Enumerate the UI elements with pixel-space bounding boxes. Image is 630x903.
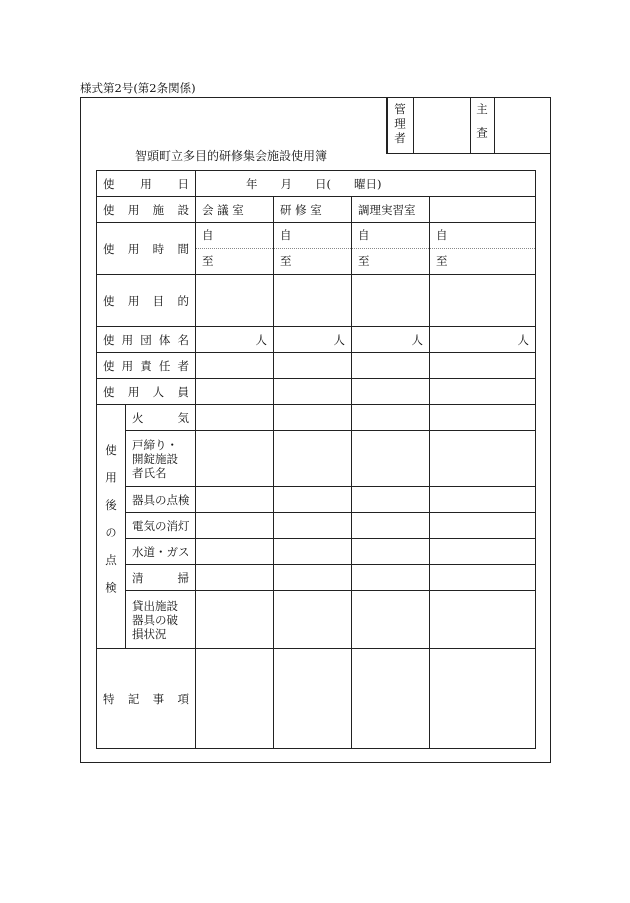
check-cell[interactable] <box>196 591 274 649</box>
check-cell[interactable] <box>274 591 352 649</box>
time-cell-1[interactable] <box>196 223 274 275</box>
time-to-label: 至 <box>436 254 448 268</box>
check-cell[interactable] <box>352 513 430 539</box>
check-cell[interactable] <box>274 405 352 431</box>
purpose-cell[interactable] <box>274 275 352 327</box>
group-label: 使用団体名 <box>97 327 196 353</box>
time-to-label: 至 <box>358 254 370 268</box>
group-count-cell[interactable]: 人 <box>196 327 274 353</box>
form-number-label: 様式第2号(第2条関係) <box>80 81 196 95</box>
check-cell[interactable] <box>430 431 536 487</box>
check-cell[interactable] <box>196 405 274 431</box>
check-cell[interactable] <box>352 591 430 649</box>
check-cell[interactable] <box>352 487 430 513</box>
check-cell[interactable] <box>196 539 274 565</box>
approval-stamp-box <box>386 97 551 154</box>
check-item-equipment: 器具の点検 <box>126 487 196 513</box>
facility-cooking-room[interactable]: 調理実習室 <box>352 197 430 223</box>
remarks-label: 特記事項 <box>97 649 196 749</box>
document-title: 智頭町立多目的研修集会施設使用簿 <box>135 149 328 163</box>
responsible-cell[interactable] <box>352 353 430 379</box>
remarks-cell[interactable] <box>196 649 274 749</box>
people-cell[interactable] <box>274 379 352 405</box>
check-cell[interactable] <box>196 431 274 487</box>
check-item-water-gas: 水道・ガス <box>126 539 196 565</box>
responsible-cell[interactable] <box>430 353 536 379</box>
purpose-cell[interactable] <box>430 275 536 327</box>
remarks-cell[interactable] <box>430 649 536 749</box>
time-label: 使用時間 <box>97 223 196 275</box>
check-item-lock: 戸締り・開錠施設者氏名 <box>126 431 196 487</box>
purpose-cell[interactable] <box>196 275 274 327</box>
facility-label: 使用施設 <box>97 197 196 223</box>
people-label: 使用人員 <box>97 379 196 405</box>
facility-meeting-room[interactable]: 会 議 室 <box>196 197 274 223</box>
check-cell[interactable] <box>274 431 352 487</box>
responsible-label: 使用責任者 <box>97 353 196 379</box>
time-cell-2[interactable] <box>274 223 352 275</box>
time-from-label: 自 <box>352 223 429 249</box>
check-cell[interactable] <box>196 487 274 513</box>
purpose-cell[interactable] <box>352 275 430 327</box>
time-from-label: 自 <box>196 223 273 249</box>
time-to-label: 至 <box>202 254 214 268</box>
date-label: 使用日 <box>97 171 196 197</box>
check-cell[interactable] <box>196 565 274 591</box>
time-cell-4[interactable] <box>430 223 536 275</box>
check-item-cleaning: 清掃 <box>126 565 196 591</box>
facility-other[interactable] <box>430 197 536 223</box>
purpose-label: 使用目的 <box>97 275 196 327</box>
check-cell[interactable] <box>430 405 536 431</box>
check-cell[interactable] <box>430 539 536 565</box>
check-section-label: 使用後の点検 <box>97 405 126 649</box>
people-cell[interactable] <box>196 379 274 405</box>
group-count-cell[interactable]: 人 <box>274 327 352 353</box>
approval-manager-label: 管理者 <box>393 103 407 147</box>
approval-manager-stamp[interactable] <box>413 97 470 153</box>
approval-chief-stamp[interactable] <box>494 97 550 153</box>
remarks-cell[interactable] <box>352 649 430 749</box>
check-cell[interactable] <box>352 405 430 431</box>
check-cell[interactable] <box>430 565 536 591</box>
people-cell[interactable] <box>430 379 536 405</box>
time-to-label: 至 <box>280 254 292 268</box>
remarks-cell[interactable] <box>274 649 352 749</box>
check-cell[interactable] <box>274 487 352 513</box>
responsible-cell[interactable] <box>196 353 274 379</box>
check-item-lights: 電気の消灯 <box>126 513 196 539</box>
check-cell[interactable] <box>196 513 274 539</box>
time-from-label: 自 <box>430 223 535 249</box>
group-count-cell[interactable]: 人 <box>430 327 536 353</box>
check-cell[interactable] <box>274 513 352 539</box>
check-cell[interactable] <box>430 487 536 513</box>
check-cell[interactable] <box>352 539 430 565</box>
check-cell[interactable] <box>274 565 352 591</box>
time-cell-3[interactable] <box>352 223 430 275</box>
check-cell[interactable] <box>274 539 352 565</box>
check-cell[interactable] <box>430 591 536 649</box>
facility-training-room[interactable]: 研 修 室 <box>274 197 352 223</box>
approval-chief-label: 主査 <box>475 103 489 150</box>
people-cell[interactable] <box>352 379 430 405</box>
check-item-fire: 火気 <box>126 405 196 431</box>
group-count-cell[interactable]: 人 <box>352 327 430 353</box>
check-cell[interactable] <box>430 513 536 539</box>
check-cell[interactable] <box>352 565 430 591</box>
check-item-damage: 貸出施設器具の破損状況 <box>126 591 196 649</box>
time-from-label: 自 <box>274 223 351 249</box>
check-cell[interactable] <box>352 431 430 487</box>
date-field[interactable]: 年 月 日( 曜日) <box>196 171 536 197</box>
responsible-cell[interactable] <box>274 353 352 379</box>
usage-table <box>96 170 536 749</box>
